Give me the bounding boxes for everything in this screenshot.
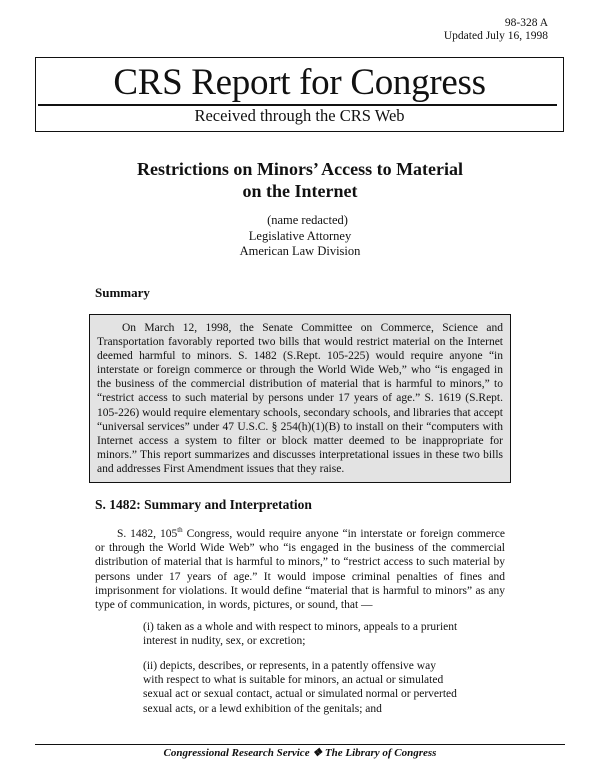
- author-division: American Law Division: [239, 244, 361, 258]
- footer-divider: [35, 744, 565, 745]
- section-paragraph: [95, 527, 505, 612]
- masthead-title: CRS Report for Congress: [113, 62, 486, 103]
- document-title-line-1: Restrictions on Minors’ Access to Material: [136, 159, 464, 179]
- paragraph-start: S. 1482, 105: [117, 528, 178, 540]
- author-block: [0, 213, 600, 260]
- definition-item: (ii) depicts, describes, or represents, in a patently offensive way with respect to what is suitable for minors, an actual or simulated sexual act or sexual contact, actual or simulated normal or perverted sexual acts, or a lewd exhibition of the genitals; and: [143, 660, 457, 715]
- updated-date: Updated July 16, 1998: [443, 30, 548, 42]
- document-title: [0, 158, 600, 202]
- summary-text: On March 12, 1998, the Senate Committee on Commerce, Science and Transportation favorably reported two bills that would restrict material on the Internet deemed harmful to minors. S. 1482 (S.Rept. 105-225) would require anyone “in interstate or foreign commerce or through the World Wide Web,” who “is engaged in the business of the commercial distribution of material that is harmful to minors,” to “restrict access to such material by persons under 17 years of age.” S. 1619 (S.Rept. 105-226) would require elementary schools, secondary schools, and libraries that accept “universal services” under 47 U.S.C. § 254(h)(1)(B) to install on their “computers with Internet access a system to filter or block matter deemed to be inappropriate for minors.” This report summarizes and discusses interpretational issues in these two bills and addresses First Amendment issues that they raise.: [97, 322, 503, 475]
- masthead-subtitle: Received through the CRS Web: [194, 106, 405, 125]
- author-title: Legislative Attorney: [248, 228, 352, 243]
- report-number: 98-328 A: [504, 17, 548, 29]
- report-identifier: [444, 17, 548, 43]
- summary-heading: Summary: [95, 285, 150, 300]
- section-heading: S. 1482: Summary and Interpretation: [95, 497, 312, 512]
- paragraph-rest: Congress, would require anyone “in interstate or foreign commerce or through the World Wide Web” who “is engaged in the business of the commercial distribution of material that is harmful to minors,” to “restrict access to such material by persons under 17 years of age.” It would impose criminal penalties of fines and imprisonment for violations. It would define “material that is harmful to minors” as any type of communication, in words, pictures, or sound, that —: [95, 528, 505, 612]
- masthead: [35, 57, 564, 132]
- author-name: (name redacted): [267, 213, 348, 227]
- document-title-line-2: on the Internet: [242, 181, 358, 201]
- ordinal-suffix: th: [177, 526, 183, 535]
- summary-box: [89, 314, 511, 483]
- footer-text: Congressional Research Service ❖ The Library of Congress: [163, 747, 437, 759]
- definition-item: (i) taken as a whole and with respect to minors, appeals to a prurient interest in nudity, sex, or excretion;: [143, 621, 458, 648]
